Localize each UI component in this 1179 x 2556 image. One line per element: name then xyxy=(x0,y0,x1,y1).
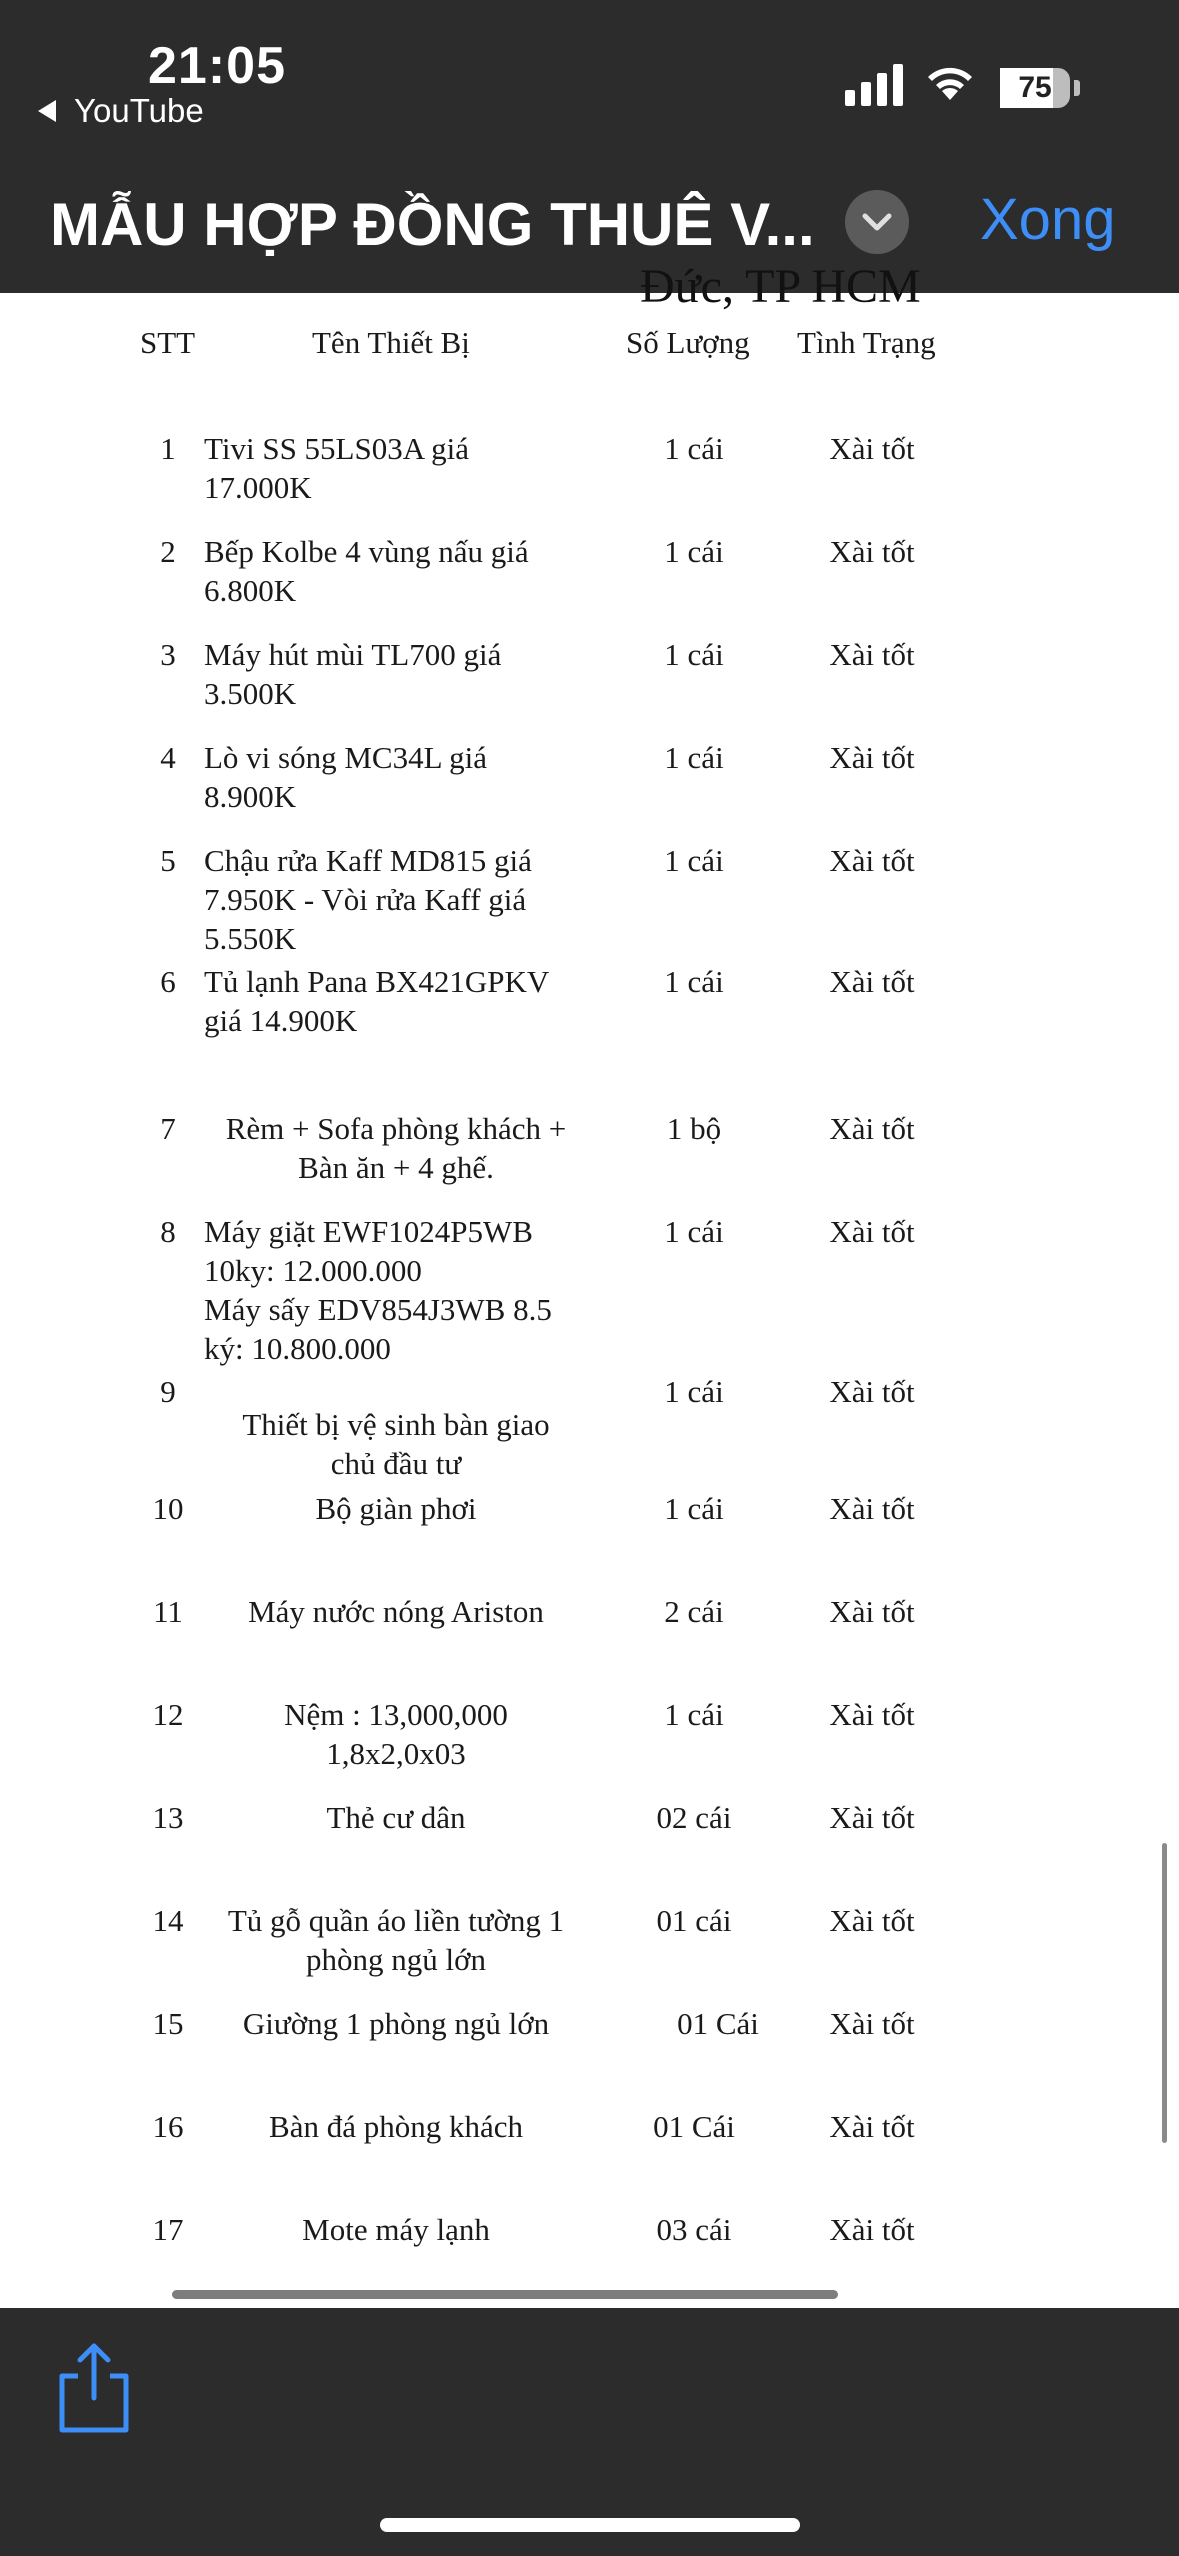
row-quantity: 03 cái xyxy=(656,2212,732,2247)
header-stt: STT xyxy=(140,325,196,360)
back-to-app-button[interactable] xyxy=(38,92,204,130)
row-quantity: 01 Cái xyxy=(677,2006,759,2041)
row-condition: Xài tốt xyxy=(829,2109,915,2144)
row-condition: Xài tốt xyxy=(829,740,915,775)
row-quantity: 1 cái xyxy=(664,637,724,672)
row-condition: Xài tốt xyxy=(829,1697,915,1732)
row-equipment-name: Tủ lạnh Pana BX421GPKV giá 14.900K xyxy=(204,964,550,1038)
home-indicator[interactable] xyxy=(380,2518,800,2532)
bottom-toolbar xyxy=(0,2308,1179,2556)
header-name: Tên Thiết Bị xyxy=(312,325,470,360)
row-condition: Xài tốt xyxy=(829,843,915,878)
row-quantity: 1 cái xyxy=(664,1214,724,1249)
row-equipment-name: Giường 1 phòng ngủ lớn xyxy=(242,2006,550,2041)
row-condition: Xài tốt xyxy=(829,2212,915,2247)
header-qty: Số Lượng xyxy=(626,325,750,360)
row-quantity: 01 cái xyxy=(656,1903,732,1938)
row-stt: 7 xyxy=(160,1111,176,1146)
row-condition: Xài tốt xyxy=(829,964,915,999)
horizontal-scroll-indicator[interactable] xyxy=(172,2290,838,2299)
row-stt: 3 xyxy=(160,637,176,672)
title-menu-button[interactable] xyxy=(845,190,909,254)
row-condition: Xài tốt xyxy=(829,2006,915,2041)
row-stt: 10 xyxy=(152,1491,184,1526)
row-stt: 16 xyxy=(152,2109,184,2144)
battery-icon xyxy=(1000,68,1070,108)
row-quantity: 1 cái xyxy=(664,1491,724,1526)
row-equipment-name: Máy hút mùi TL700 giá 3.500K xyxy=(204,637,502,711)
row-stt: 14 xyxy=(152,1903,184,1938)
row-equipment-name: Nệm : 13,000,000 1,8x2,0x03 xyxy=(284,1697,508,1771)
row-stt: 8 xyxy=(160,1214,176,1249)
row-equipment-name: Chậu rửa Kaff MD815 giá 7.950K - Vòi rửa Kaff giá 5.550K xyxy=(204,843,532,956)
row-stt: 12 xyxy=(152,1697,184,1732)
row-quantity: 1 cái xyxy=(664,1374,724,1409)
row-condition: Xài tốt xyxy=(829,431,915,466)
status-bar xyxy=(0,0,1179,150)
row-condition: Xài tốt xyxy=(829,1111,915,1146)
row-stt: 13 xyxy=(152,1800,184,1835)
row-stt: 6 xyxy=(160,964,176,999)
row-condition: Xài tốt xyxy=(829,534,915,569)
back-app-label: YouTube xyxy=(74,92,204,129)
row-quantity: 02 cái xyxy=(656,1800,732,1835)
done-button[interactable]: Xong xyxy=(980,187,1116,252)
row-quantity: 1 cái xyxy=(664,964,724,999)
battery-percent: 75 xyxy=(1018,71,1052,104)
row-condition: Xài tốt xyxy=(829,1214,915,1249)
row-equipment-name: Lò vi sóng MC34L giá 8.900K xyxy=(204,740,488,814)
row-equipment-name: Tivi SS 55LS03A giá 17.000K xyxy=(204,431,470,505)
document-nav-bar xyxy=(0,150,1179,293)
row-quantity: 01 Cái xyxy=(653,2109,735,2144)
status-time: 21:05 xyxy=(148,37,286,95)
row-quantity: 2 cái xyxy=(664,1594,724,1629)
row-equipment-name: Mote máy lạnh xyxy=(302,2212,490,2247)
row-condition: Xài tốt xyxy=(829,1491,915,1526)
row-condition: Xài tốt xyxy=(829,1594,915,1629)
row-equipment-name: Máy giặt EWF1024P5WB 10ky: 12.000.000 Máy sấy EDV854J3WB 8.5 ký: 10.800.000 xyxy=(204,1214,552,1366)
row-condition: Xài tốt xyxy=(829,1903,915,1938)
row-stt: 4 xyxy=(160,740,176,775)
row-quantity: 1 cái xyxy=(664,843,724,878)
row-stt: 11 xyxy=(153,1594,183,1629)
row-quantity: 1 cái xyxy=(664,534,724,569)
document-partial-text: Đức, TP HCM xyxy=(640,260,921,313)
vertical-scroll-indicator[interactable] xyxy=(1162,1843,1167,2143)
row-stt: 17 xyxy=(152,2212,184,2247)
header-state: Tình Trạng xyxy=(797,325,936,360)
row-equipment-name: Bếp Kolbe 4 vùng nấu giá 6.800K xyxy=(204,534,529,608)
row-quantity: 1 cái xyxy=(664,431,724,466)
row-equipment-name: Thẻ cư dân xyxy=(326,1800,466,1835)
row-condition: Xài tốt xyxy=(829,1374,915,1409)
row-condition: Xài tốt xyxy=(829,637,915,672)
row-stt: 9 xyxy=(160,1374,176,1409)
row-quantity: 1 bộ xyxy=(666,1111,722,1146)
row-stt: 5 xyxy=(160,843,176,878)
row-quantity: 1 cái xyxy=(664,1697,724,1732)
chevron-down-icon xyxy=(859,206,895,238)
row-condition: Xài tốt xyxy=(829,1800,915,1835)
row-equipment-name: Bàn đá phòng khách xyxy=(269,2109,523,2144)
row-stt: 2 xyxy=(160,534,176,569)
row-equipment-name: Thiết bị vệ sinh bàn giao chủ đầu tư xyxy=(242,1407,550,1481)
battery-tip xyxy=(1074,80,1080,96)
row-equipment-name: Tủ gỗ quần áo liền tường 1 phòng ngủ lớn xyxy=(227,1903,565,1977)
row-stt: 15 xyxy=(152,2006,184,2041)
document-viewer[interactable] xyxy=(0,260,1179,2308)
row-equipment-name: Rèm + Sofa phòng khách + Bàn ăn + 4 ghế. xyxy=(225,1111,567,1185)
row-quantity: 1 cái xyxy=(664,740,724,775)
wifi-icon xyxy=(922,58,978,102)
row-equipment-name: Máy nước nóng Ariston xyxy=(248,1594,544,1629)
cellular-signal-icon xyxy=(845,62,903,106)
back-triangle-icon xyxy=(38,100,56,122)
share-icon[interactable] xyxy=(54,2340,134,2436)
document-title[interactable]: MẪU HỢP ĐỒNG THUÊ V... xyxy=(50,191,815,258)
row-equipment-name: Bộ giàn phơi xyxy=(315,1491,477,1526)
row-stt: 1 xyxy=(160,431,176,466)
